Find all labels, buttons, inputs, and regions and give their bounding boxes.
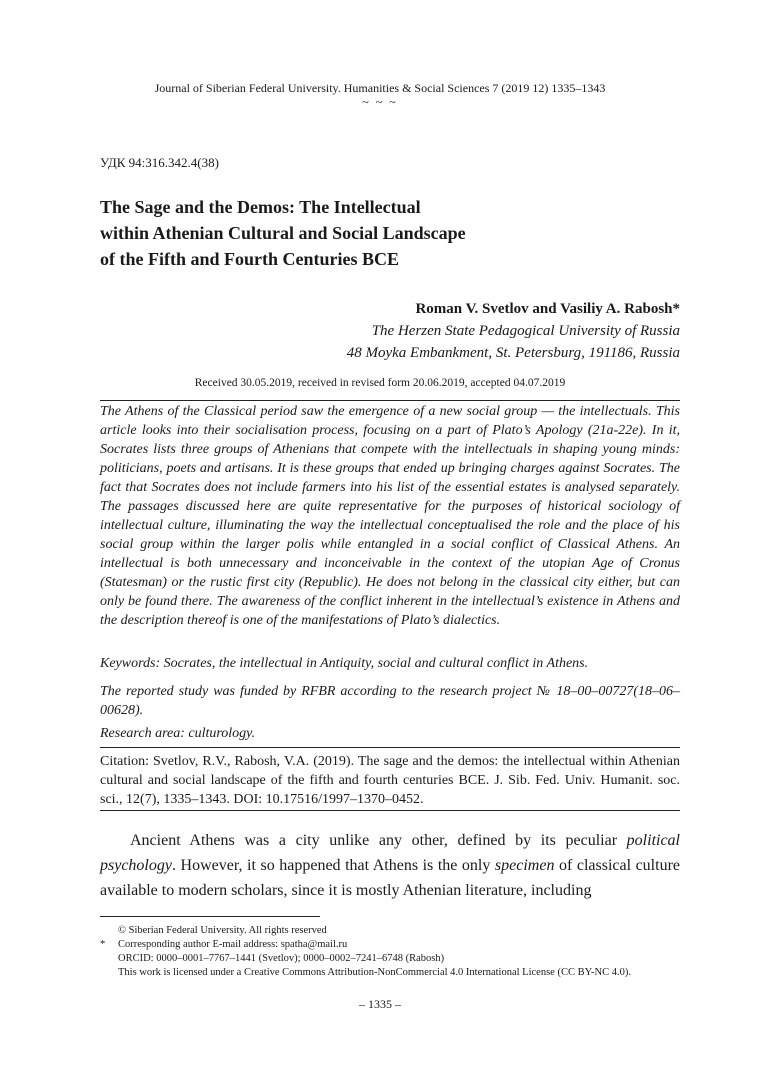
title-line: within Athenian Cultural and Social Landscape — [100, 223, 466, 243]
body-text-segment: Ancient Athens was a city unlike any other, defined by its peculiar — [130, 832, 627, 849]
title-line: of the Fifth and Fourth Centuries BCE — [100, 249, 400, 269]
body-paragraph — [100, 828, 680, 903]
header-separator: ~ ~ ~ — [362, 95, 398, 109]
affiliation-institution: The Herzen State Pedagogical University of Russia — [371, 323, 680, 339]
footnote-orcid: ORCID: 0000–0001–7767–1441 (Svetlov); 0000–0002–7241–6748 (Rabosh) — [118, 953, 445, 964]
article-title — [100, 194, 680, 272]
author-names: Roman V. Svetlov and Vasiliy A. Rabosh* — [415, 301, 680, 317]
funding-note: The reported study was funded by RFBR according to the research project № 18–00–00727(18–06–00628). — [100, 684, 680, 718]
body-text-segment: . However, it so happened that Athens is the only — [171, 857, 495, 874]
affiliation-address: 48 Moyka Embankment, St. Petersburg, 191186, Russia — [346, 345, 680, 361]
body-emphasis: specimen — [494, 857, 555, 874]
abstract-text: The Athens of the Classical period saw the emergence of a new social group — the intellectuals. This article looks into their socialisation process, focusing on a part of Plato’s Apology (21a-22e). In it, Socrates lists three groups of Athenians that compete with the intellectuals in shaping young minds: politicians, poets and artisans. It is these groups that ended up bringing charges against Socrates. The fact that Socrates does not include farmers into his list of the essential estates is analysed separately. The passages discussed here are quite representative for the purposes of historical sociology of intellectual culture, illuminating the way the intellectual conceptualised the role and the place of his social group within the larger polis while entangled in a social conflict of Classical Athens. An intellectual is both unnecessary and inconceivable in the context of the utopian Age of Cronus (Statesman) or the rustic first city (Republic). He does not belong in the classical city either, but can only be found there. The awareness of the conflict inherent in the intellectual’s existence in Athens and the description thereof is one of the manifestations of Plato’s dialectics. — [100, 404, 680, 628]
keywords: Keywords: Socrates, the intellectual in Antiquity, social and cultural conflict in Athens. — [100, 656, 589, 671]
footnote-license: This work is licensed under a Creative Commons Attribution-NonCommercial 4.0 International License (CC BY-NC 4.0). — [118, 967, 631, 978]
footnote-corresponding — [100, 938, 700, 952]
corresponding-email: Corresponding author E-mail address: spatha@mail.ru — [118, 939, 348, 950]
citation: Citation: Svetlov, R.V., Rabosh, V.A. (2019). The sage and the demos: the intellectual within Athenian cultural and social landscape of the fifth and fourth centuries BCE. J. Sib. Fed. Univ. Humanit. soc. sci., 12(7), 1335–1343. DOI: 10.17516/1997–1370–0452. — [100, 754, 680, 807]
journal-header: Journal of Siberian Federal University. Humanities & Social Sciences 7 (2019 12) 1335–1343 — [154, 81, 606, 95]
title-line: The Sage and the Demos: The Intellectual — [100, 197, 421, 217]
abstract — [100, 402, 680, 630]
footnotes — [100, 924, 700, 980]
page-number: – 1335 – — [359, 997, 401, 1011]
footnote-star: * — [100, 939, 106, 950]
footnote-copyright: © Siberian Federal University. All rights reserved — [118, 925, 327, 936]
footnote-rule — [100, 916, 320, 917]
abstract-top-rule — [100, 400, 680, 401]
citation-bottom-rule — [100, 810, 680, 811]
citation-top-rule — [100, 747, 680, 748]
research-area: Research area: culturology. — [100, 726, 256, 741]
body-emphasis: political psychology — [100, 832, 680, 874]
udk-code: УДК 94:316.342.4(38) — [100, 155, 219, 170]
author-block — [347, 298, 680, 364]
body-text-segment: of classical culture available to modern scholars, since it is mostly Athenian literature, including — [100, 857, 680, 899]
received-dates: Received 30.05.2019, received in revised form 20.06.2019, accepted 04.07.2019 — [194, 377, 566, 389]
